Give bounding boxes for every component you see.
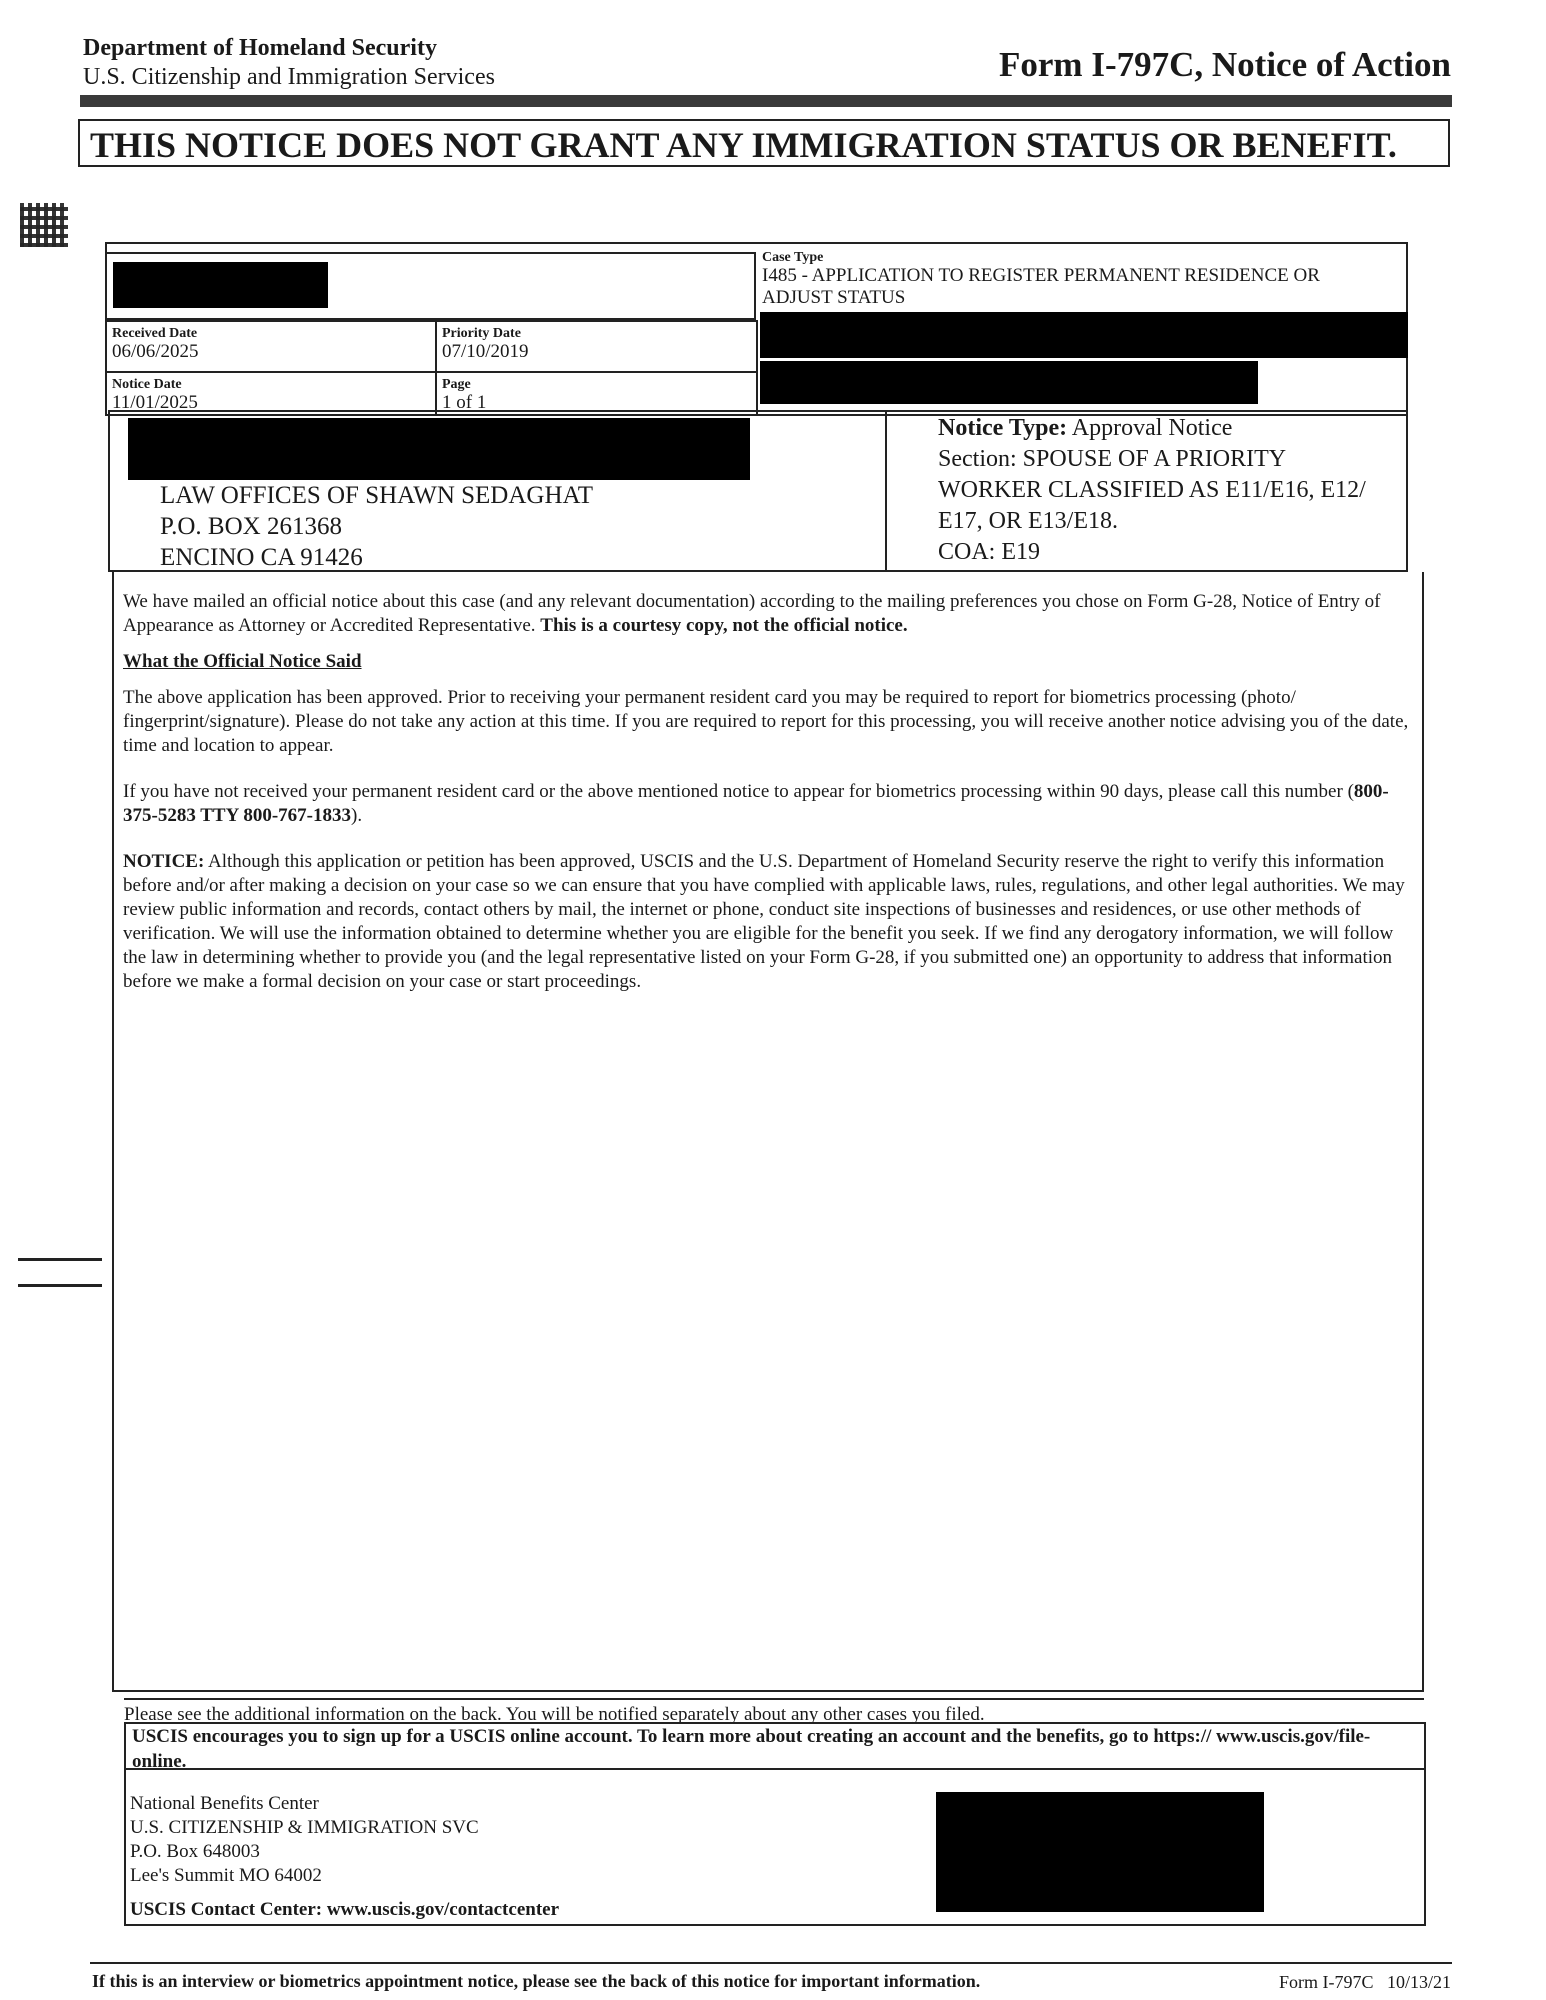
margin-mark xyxy=(18,1284,102,1287)
approval-paragraph: The above application has been approved. Prior to receiving your permanent resident card you may be required to report for biometrics processing (photo/ fingerprint/signature). Please do not take any action at this time. If you are required to report for this processing, you will receive another notice advising you of the date, time and location to appear. xyxy=(123,687,1409,756)
department-name: Department of Homeland Security xyxy=(83,35,437,61)
intro-text: We have mailed an official notice about this case (and any relevant documentation) according to the mailing preferences you chose on Form G-28, Notice of Entry of Appearance as Attorney or Accredited Representative. xyxy=(123,591,1381,636)
additional-info-text: Please see the additional information on the back. You will be notified separately about any other cases you filed. xyxy=(124,1704,985,1725)
recipient-line-2: P.O. BOX 261368 xyxy=(160,513,342,540)
online-account-box xyxy=(124,1722,1426,1770)
notice-label: NOTICE: xyxy=(123,851,205,872)
address-divider xyxy=(885,412,887,570)
office-line-4: Lee's Summit MO 64002 xyxy=(130,1865,322,1886)
notice-type-line xyxy=(938,413,1400,444)
contact-center: USCIS Contact Center: www.uscis.gov/contactcenter xyxy=(130,1899,560,1920)
received-date-cell xyxy=(105,320,437,373)
recipient-line-1: LAW OFFICES OF SHAWN SEDAGHAT xyxy=(160,482,594,509)
case-type-label: Case Type xyxy=(762,250,824,265)
office-line-1: National Benefits Center xyxy=(130,1793,319,1814)
notice-text: Although this application or petition has been approved, USCIS and the U.S. Department of Homeland Security reserve the right to verify this information before and/or after making a decision on your case so we can ensure that you have complied with applicable laws, rules, regulations, and other legal authorities. We may review public information and records, contact others by mail, the internet or phone, conduct site inspections of businesses and residences, or use other methods of verification. We will use the information obtained to determine whether you are eligible for the benefit you seek. If we find any derogatory information, we will follow the law in determining whether to provide you (and the legal representative listed on your Form G-28, if you submitted one) an opportunity to address that information before we make a formal decision on your case or start proceedings. xyxy=(123,851,1405,992)
section-line-1: Section: SPOUSE OF A PRIORITY xyxy=(938,446,1287,472)
case-type-cell xyxy=(762,250,1402,309)
phone-text-end: ). xyxy=(351,805,363,826)
priority-date-value: 07/10/2019 xyxy=(442,341,529,362)
case-type-value: I485 - APPLICATION TO REGISTER PERMANENT RESIDENCE OR ADJUST STATUS xyxy=(762,265,1320,308)
received-date-value: 06/06/2025 xyxy=(112,341,199,362)
status-banner: THIS NOTICE DOES NOT GRANT ANY IMMIGRATION STATUS OR BENEFIT. xyxy=(78,119,1450,167)
section-line-2: WORKER CLASSIFIED AS E11/E16, E12/ xyxy=(938,477,1366,503)
phone-number: 800-375-5283 TTY 800-767-1833 xyxy=(123,781,1389,826)
office-address xyxy=(130,1792,559,1922)
online-account-text: USCIS encourages you to sign up for a USCIS online account. To learn more about creating an account and the benefits, go to https:// www.uscis.gov/file-online. xyxy=(132,1726,1371,1772)
header-rule xyxy=(80,95,1452,107)
intro-bold-text: This is a courtesy copy, not the official notice. xyxy=(540,615,908,636)
redacted-receipt-number xyxy=(113,262,328,308)
bottom-rule xyxy=(90,1962,1452,1964)
notice-type-label: Notice Type: xyxy=(938,415,1068,441)
notice-body xyxy=(123,590,1413,1012)
page-value: 1 of 1 xyxy=(442,392,487,413)
redacted-beneficiary-info xyxy=(760,312,1408,358)
redacted-recipient-name xyxy=(128,418,750,480)
margin-mark xyxy=(18,1258,102,1261)
office-line-3: P.O. Box 648003 xyxy=(130,1841,260,1862)
recipient-line-3: ENCINO CA 91426 xyxy=(160,544,363,571)
phone-text-start: If you have not received your permanent resident card or the above mentioned notice to appear for biometrics processing within 90 days, please call this number ( xyxy=(123,781,1354,802)
form-title: Form I-797C, Notice of Action xyxy=(999,45,1451,84)
agency-name: U.S. Citizenship and Immigration Services xyxy=(83,64,495,90)
section-line-3: E17, OR E13/E18. xyxy=(938,508,1118,534)
bottom-note: If this is an interview or biometrics appointment notice, please see the back of this notice for important information. xyxy=(92,1971,981,1991)
redacted-beneficiary-detail xyxy=(760,361,1258,404)
barcode-icon xyxy=(20,203,68,247)
notice-paragraph xyxy=(123,850,1413,994)
notice-type-block xyxy=(938,413,1400,568)
official-notice-heading: What the Official Notice Said xyxy=(123,651,362,672)
agency-header xyxy=(83,34,495,92)
intro-paragraph xyxy=(123,590,1413,638)
notice-type-value: Approval Notice xyxy=(1071,415,1233,441)
redacted-barcode xyxy=(936,1792,1264,1912)
coa-line: COA: E19 xyxy=(938,539,1040,565)
phone-paragraph xyxy=(123,780,1413,828)
recipient-address xyxy=(160,480,593,573)
form-id: Form I-797C 10/13/21 xyxy=(1278,1972,1451,1992)
office-line-2: U.S. CITIZENSHIP & IMMIGRATION SVC xyxy=(130,1817,479,1838)
priority-date-label: Priority Date xyxy=(442,326,521,341)
priority-date-cell xyxy=(435,320,758,373)
received-date-label: Received Date xyxy=(112,326,198,341)
page-label: Page xyxy=(442,377,471,392)
notice-date-value: 11/01/2025 xyxy=(112,392,198,413)
notice-date-label: Notice Date xyxy=(112,377,182,392)
